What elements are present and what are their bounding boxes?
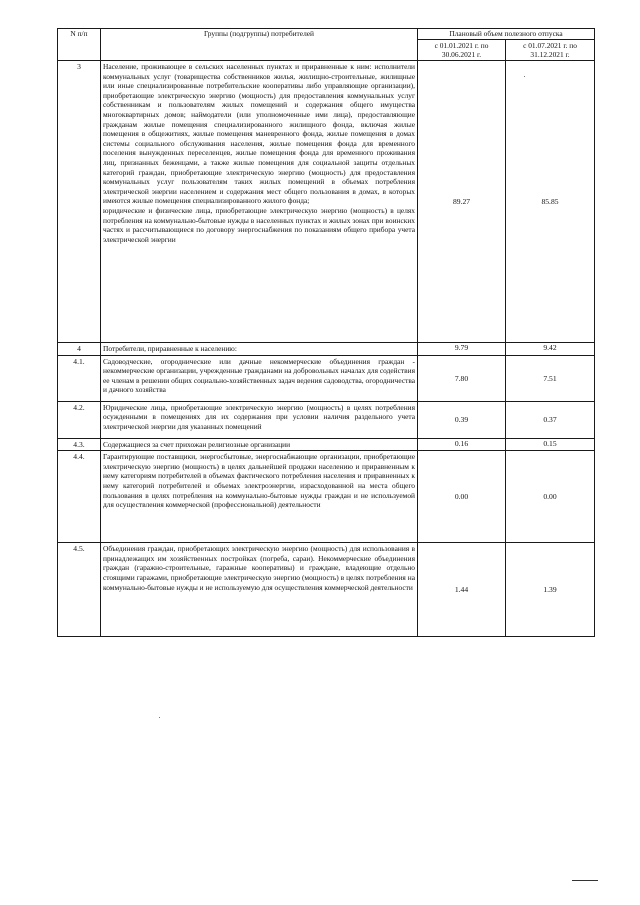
header-period-2: с 01.07.2021 г. по 31.12.2021 г.	[506, 40, 595, 61]
row-value-period-1: 89.27	[418, 61, 506, 343]
header-period-1: с 01.01.2021 г. по 30.06.2021 г.	[418, 40, 506, 61]
row-number: 4	[58, 343, 101, 356]
row-paragraph: Содержащиеся за счет прихожан религиозные организации	[103, 439, 291, 449]
table-row	[58, 61, 595, 343]
row-value-period-1: 1.44	[418, 543, 506, 637]
scan-speck	[159, 717, 160, 718]
table-row	[58, 343, 595, 356]
row-number: 4.3.	[58, 438, 101, 451]
row-paragraph: Население, проживающее в сельских населенных пунктах и приравненные к ним: исполнители коммунальных услуг (товарищества собственников жилья, жилищно-строительные, жилищные или иные специализированные потребительские кооперативы либо управляющие организации), приобретающие электрическую энергию (мощность) для предоставления коммунальных услуг собственникам и пользователям жилых помещений и содержания общего имущества многоквартирных домов; наймодатели (или уполномоченные ими лица), предоставляющие гражданам жилые помещения специализированного жилищного фонда, включая жилые помещения в общежитиях, жилые помещения маневренного фонда, жилые помещения в домах системы социального обслуживания населения, жилые помещения фонда для временного поселения вынужденных переселенцев, жилые помещения фонда для временного проживания лиц, признанных беженцами, а также жилые помещения для социальной защиты отдельных категорий граждан, приобретающие электрическую энергию (мощность) для предоставления коммунальных услуг пользователям таких жилых помещений в объемах потребления электрической энергии населением и содержания мест общего пользования в домах, в которых имеются жилые помещения специализированного жилого фонда;	[103, 62, 415, 206]
page-edge-mark	[572, 880, 598, 881]
row-number: 4.2.	[58, 401, 101, 438]
table-row	[58, 451, 595, 543]
row-value-period-1: 9.79	[418, 343, 506, 356]
row-value-period-1: 0.16	[418, 438, 506, 451]
row-description	[101, 543, 418, 637]
table-row	[58, 401, 595, 438]
row-value-period-2: 85.85	[506, 61, 595, 343]
row-description	[101, 401, 418, 438]
row-description	[101, 343, 418, 356]
row-value-period-1: 0.39	[418, 401, 506, 438]
row-paragraph: Гарантирующие поставщики, энергосбытовые, энергоснабжающие организации, приобретающие электрическую энергию (мощность) в целях дальнейшей продажи населению и приравненным к нему категориям потребителей в объемах фактического потребления населения и приравненных к нему категорий потребителей и объемах электроэнергии, израсходованной на места общего пользования в целях потребления на коммунально-бытовые нужды граждан и не используемой для осуществления коммерческой (профессиональной) деятельности	[103, 452, 415, 510]
consumer-volume-table	[57, 28, 595, 637]
row-description	[101, 451, 418, 543]
row-value-period-2: 7.51	[506, 355, 595, 401]
row-value-period-2: 0.15	[506, 438, 595, 451]
row-paragraph: Юридические лица, приобретающие электрическую энергию (мощность) в целях потребления осужденными в помещениях для их содержания при условии наличия раздельного учета электрической энергии для указанных помещений	[103, 402, 415, 431]
row-value-period-2: 1.39	[506, 543, 595, 637]
row-value-period-1: 7.80	[418, 355, 506, 401]
table-row	[58, 543, 595, 637]
table-row	[58, 355, 595, 401]
row-paragraph: Потребители, приравненные к населению:	[103, 344, 237, 353]
row-description	[101, 61, 418, 343]
row-value-period-1: 0.00	[418, 451, 506, 543]
scan-speck	[524, 76, 525, 77]
header-group: Группы (подгруппы) потребителей	[101, 29, 418, 61]
row-value-period-2: 0.00	[506, 451, 595, 543]
row-number: 3	[58, 61, 101, 343]
table-row	[58, 438, 595, 451]
header-num: N п/п	[58, 29, 101, 61]
row-paragraph: Объединения граждан, приобретающих электрическую энергию (мощность) для использования в принадлежащих им хозяйственных постройках (погреба, сараи). Некоммерческие объединения граждан (гаражно-строительные, гаражные кооперативы) и граждане, владеющие отдельно стоящими гаражами, приобретающие электрическую энергию (мощность) в целях потребления на коммунально-бытовые нужды и не используемую для осуществления коммерческой деятельности	[103, 544, 415, 592]
row-paragraph: Садоводческие, огороднические или дачные некоммерческие объединения граждан - некоммерческие организации, учрежденные гражданами на добровольных началах для содействия ее членам в решении общих социально-хозяйственных задач ведения садоводства, огородничества и дачного хозяйства	[103, 356, 415, 395]
row-number: 4.4.	[58, 451, 101, 543]
row-value-period-2: 9.42	[506, 343, 595, 356]
row-number: 4.1.	[58, 355, 101, 401]
header-row	[58, 29, 595, 40]
header-volume: Плановый объем полезного отпуска	[418, 29, 595, 40]
row-description	[101, 438, 418, 451]
row-value-period-2: 0.37	[506, 401, 595, 438]
row-paragraph: юридические и физические лица, приобретающие электрическую энергию (мощность) в целях потребления на коммунально-бытовые нужды в населенных пунктах и жилых зонах при воинских частях и рассчитывающиеся по договору энергоснабжения по показаниям общего прибора учета электрической энергии	[103, 205, 415, 244]
row-number: 4.5.	[58, 543, 101, 637]
row-description	[101, 355, 418, 401]
